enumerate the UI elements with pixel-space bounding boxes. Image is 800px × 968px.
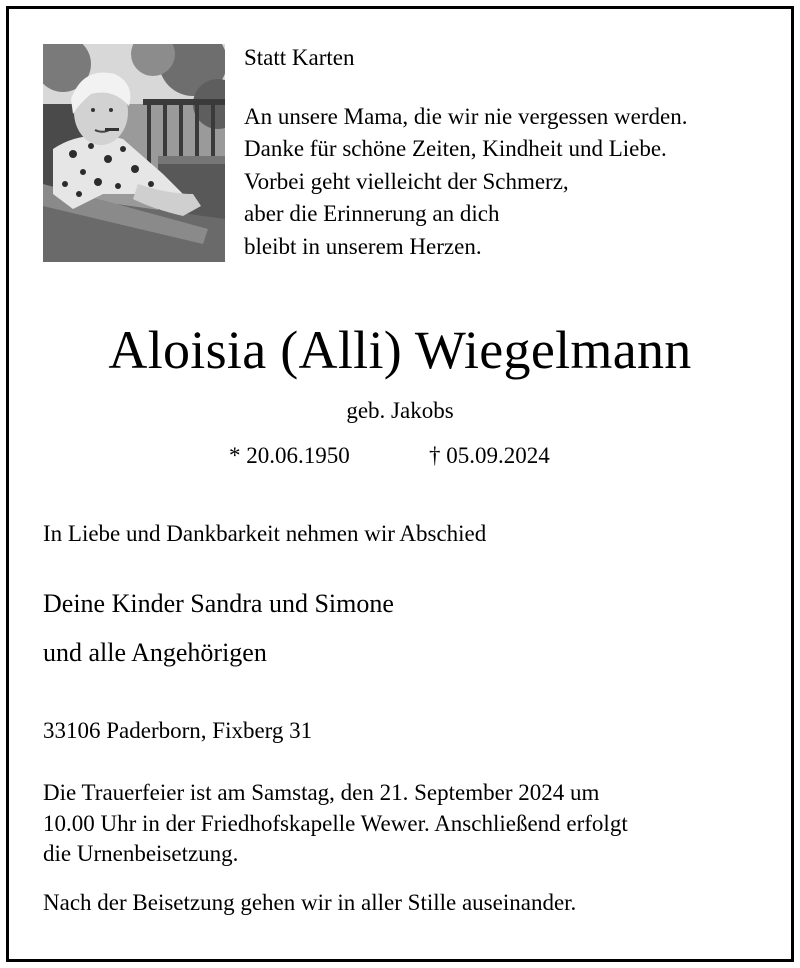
statt-karten-heading: Statt Karten: [244, 45, 355, 70]
intro-block: [244, 42, 784, 263]
obituary-notice: [6, 6, 794, 962]
mourners-children: Deine Kinder Sandra und Simone: [43, 589, 394, 618]
poem-line: aber die Erinnerung an dich: [244, 201, 500, 226]
poem-line: bleibt in unserem Herzen.: [244, 233, 482, 259]
farewell-line: In Liebe und Dankbarkeit nehmen wir Abschied: [43, 521, 487, 546]
service-line: 10.00 Uhr in der Friedhofskapelle Wewer. Anschließend erfolgt: [43, 810, 628, 836]
funeral-service-info: [43, 778, 783, 870]
birth-name: geb. Jakobs: [346, 398, 454, 423]
mourners-relatives: und alle Angehörigen: [43, 638, 267, 667]
poem-line: An unsere Mama, die wir nie vergessen werden.: [244, 103, 688, 129]
after-burial-note: Nach der Beisetzung gehen wir in aller Stille auseinander.: [43, 890, 577, 915]
deceased-name: Aloisia (Alli) Wiegelmann: [108, 320, 692, 380]
portrait-photo: [43, 44, 225, 262]
mourner-address: 33106 Paderborn, Fixberg 31: [43, 718, 313, 743]
poem-line: Danke für schöne Zeiten, Kindheit und Liebe.: [244, 136, 667, 161]
death-date: † 05.09.2024: [429, 443, 550, 468]
service-line: die Urnenbeisetzung.: [43, 841, 239, 866]
birth-date: * 20.06.1950: [229, 443, 350, 468]
service-line: Die Trauerfeier ist am Samstag, den 21. September 2024 um: [43, 780, 600, 805]
poem-line: Vorbei geht vielleicht der Schmerz,: [244, 168, 569, 194]
